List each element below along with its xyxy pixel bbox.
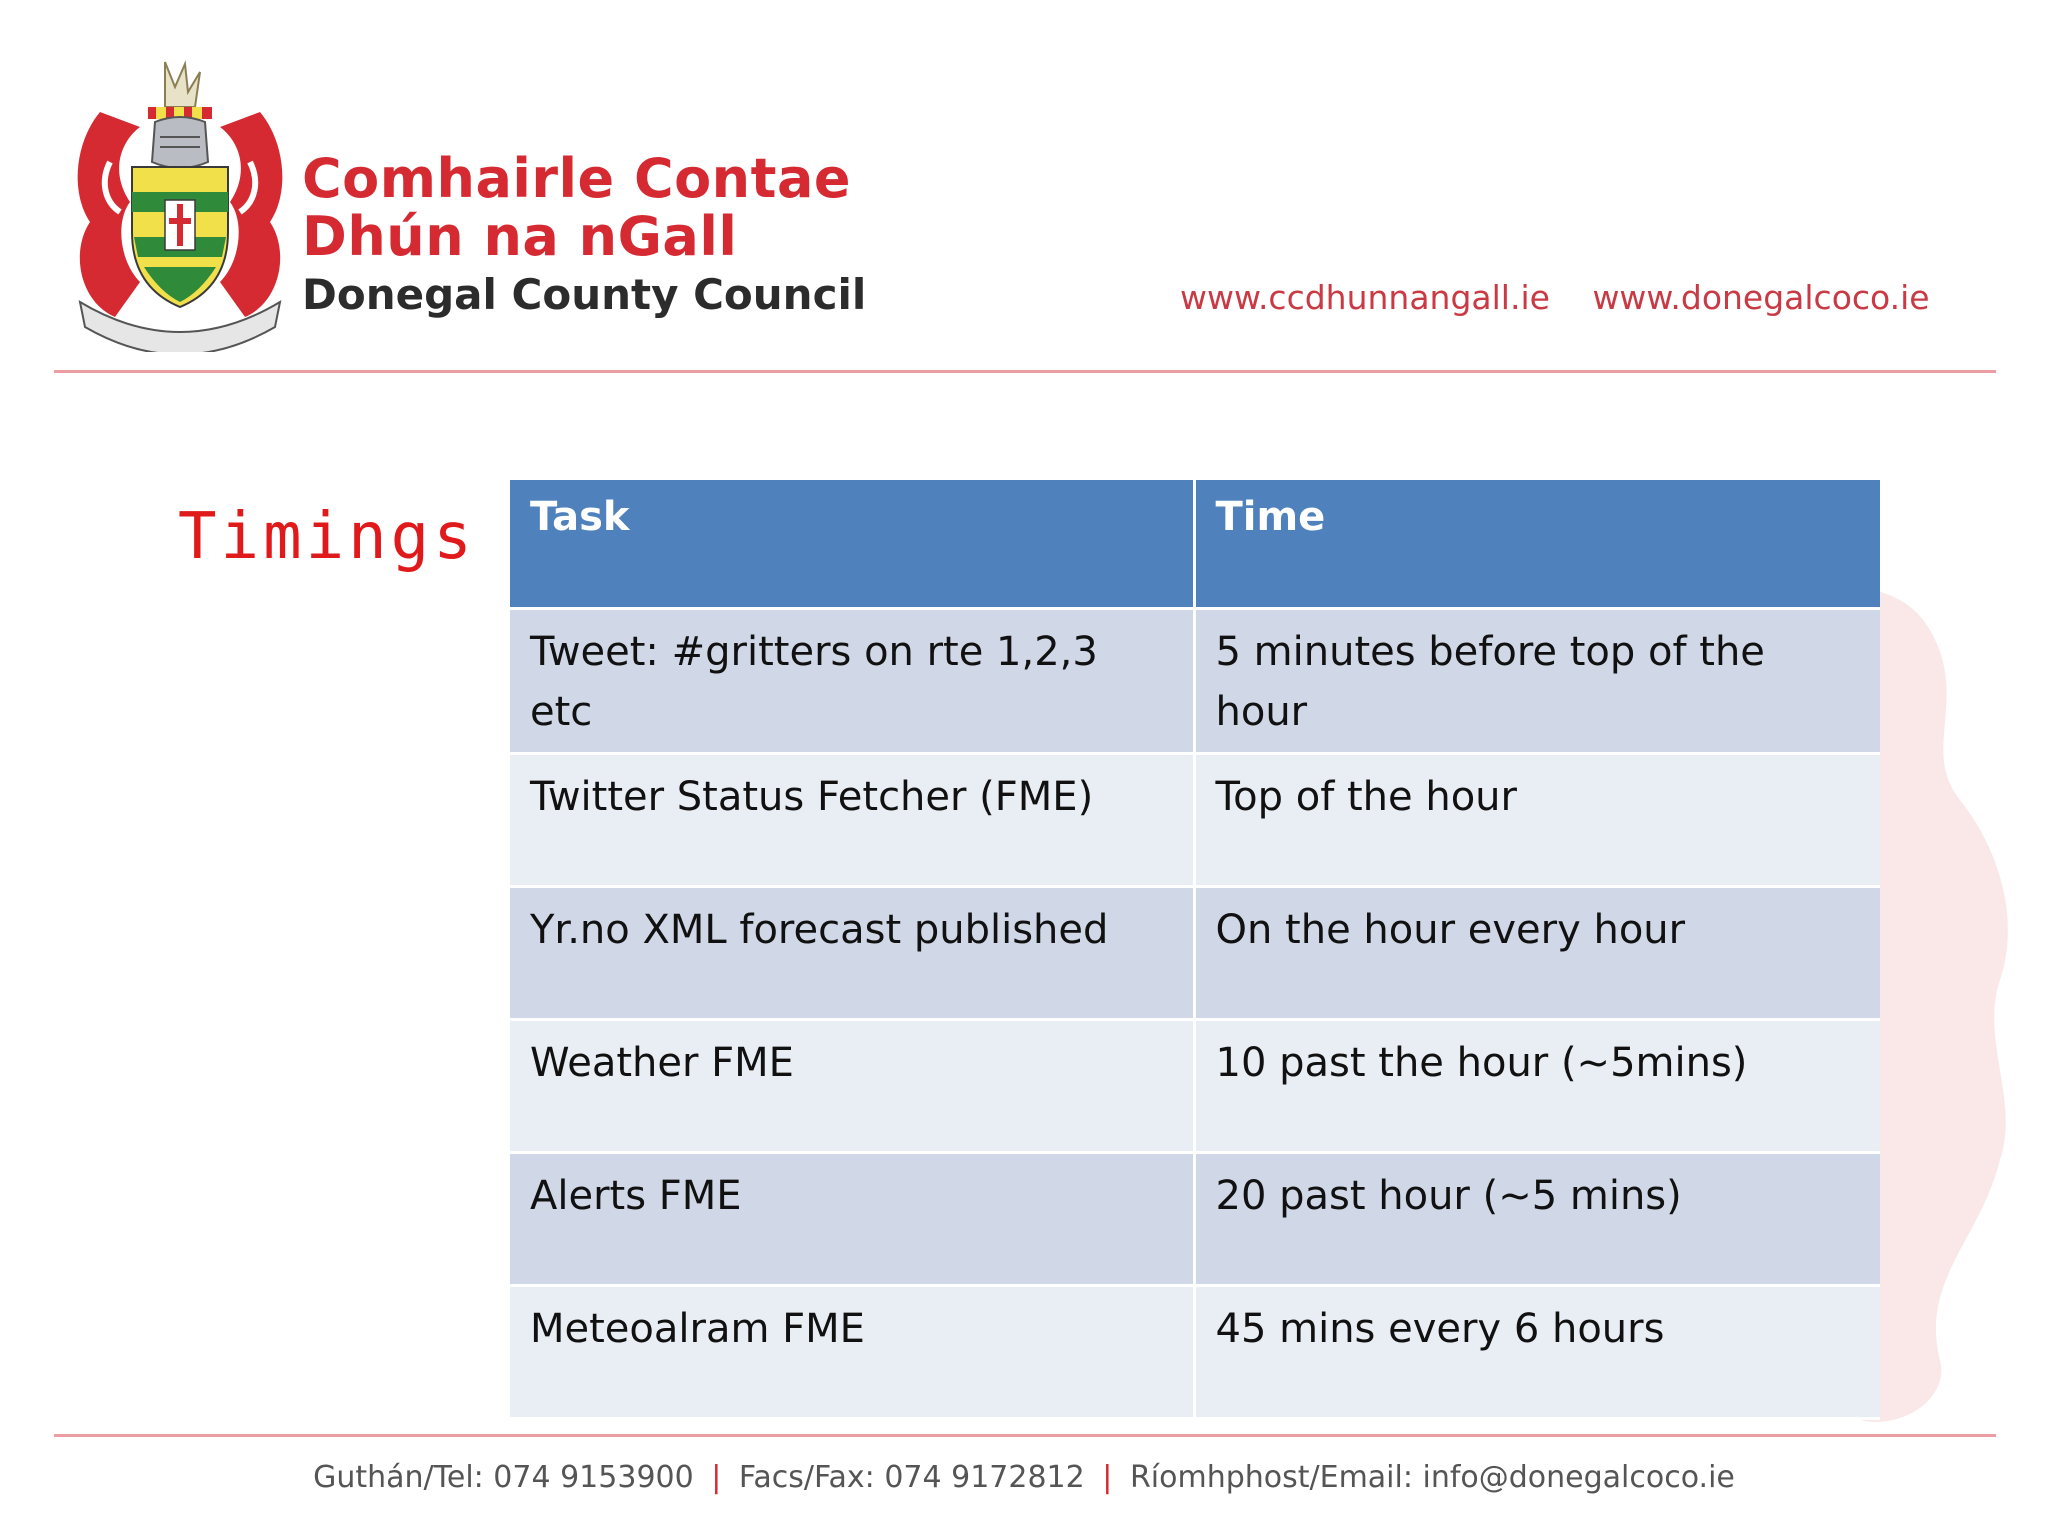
footer-separator: | bbox=[711, 1460, 722, 1495]
task-cell: Alerts FME bbox=[510, 1152, 1194, 1285]
table-row bbox=[510, 1152, 1880, 1285]
footer-tel: Guthán/Tel: 074 9153900 bbox=[313, 1460, 694, 1495]
table-row bbox=[510, 1019, 1880, 1152]
org-name-irish-line1: Comhairle Contae bbox=[302, 147, 852, 210]
footer-fax: Facs/Fax: 074 9172812 bbox=[738, 1460, 1085, 1495]
time-cell: 45 mins every 6 hours bbox=[1194, 1285, 1880, 1418]
footer-email[interactable]: Ríomhphost/Email: info@donegalcoco.ie bbox=[1129, 1460, 1735, 1495]
council-crest-logo bbox=[70, 52, 290, 352]
time-cell: Top of the hour bbox=[1194, 753, 1880, 886]
task-cell: Tweet: #gritters on rte 1,2,3 etc bbox=[510, 608, 1194, 753]
website-links bbox=[1180, 278, 1962, 317]
org-name-irish-line2: Dhún na nGall bbox=[302, 205, 738, 268]
website-link-irish[interactable]: www.ccdhunnangall.ie bbox=[1180, 278, 1550, 317]
org-name-english: Donegal County Council bbox=[302, 270, 867, 319]
task-cell: Yr.no XML forecast published bbox=[510, 886, 1194, 1019]
org-name-irish bbox=[302, 147, 852, 268]
table-header-row bbox=[510, 480, 1880, 608]
table-row bbox=[510, 608, 1880, 753]
website-link-english[interactable]: www.donegalcoco.ie bbox=[1592, 278, 1930, 317]
timings-table bbox=[510, 480, 1880, 1420]
footer-divider bbox=[54, 1434, 1996, 1437]
task-cell: Twitter Status Fetcher (FME) bbox=[510, 753, 1194, 886]
table-row bbox=[510, 886, 1880, 1019]
column-header-task: Task bbox=[510, 480, 1194, 608]
footer-contact bbox=[0, 1460, 2048, 1495]
time-cell: On the hour every hour bbox=[1194, 886, 1880, 1019]
task-cell: Meteoalram FME bbox=[510, 1285, 1194, 1418]
header-divider bbox=[54, 370, 1996, 373]
table-row bbox=[510, 753, 1880, 886]
task-cell: Weather FME bbox=[510, 1019, 1194, 1152]
column-header-time: Time bbox=[1194, 480, 1880, 608]
time-cell: 10 past the hour (~5mins) bbox=[1194, 1019, 1880, 1152]
time-cell: 5 minutes before top of the hour bbox=[1194, 608, 1880, 753]
footer-separator: | bbox=[1102, 1460, 1113, 1495]
slide-title: Timings bbox=[178, 500, 476, 574]
table-row bbox=[510, 1285, 1880, 1418]
time-cell: 20 past hour (~5 mins) bbox=[1194, 1152, 1880, 1285]
